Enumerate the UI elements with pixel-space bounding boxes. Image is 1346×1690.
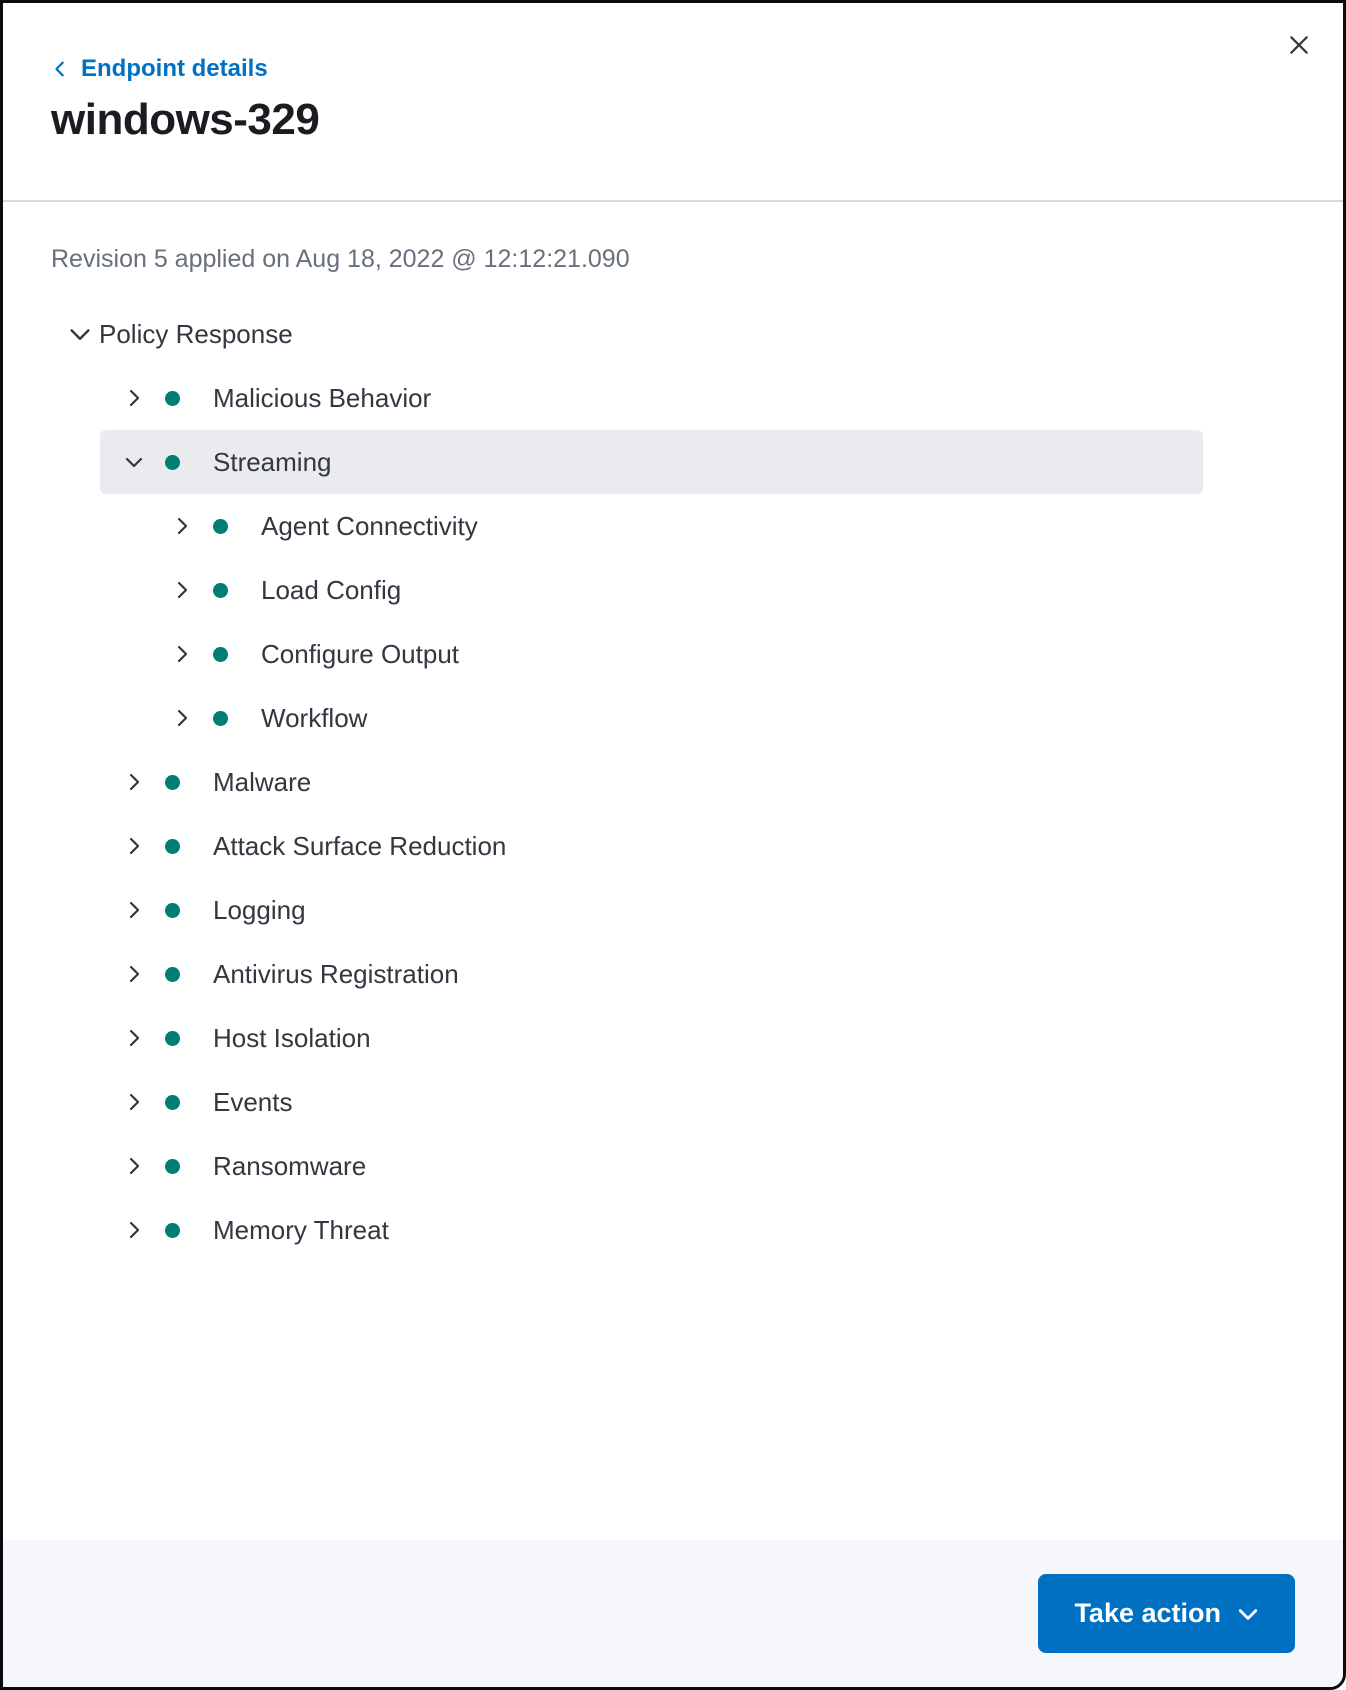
tree-node-workflow[interactable] [100,686,1203,750]
chevron-down-icon [1237,1603,1259,1625]
chevron-left-icon [51,60,69,78]
status-dot [165,455,180,470]
close-icon [1288,34,1310,56]
chevron-right-icon [172,644,192,664]
status-dot [213,647,228,662]
status-dot [213,519,228,534]
revision-applied-text: Revision 5 applied on Aug 18, 2022 @ 12:12:21.090 [51,245,630,273]
tree-node-label: Host Isolation [213,1022,371,1053]
status-dot [213,711,228,726]
tree-node-events[interactable] [100,1070,1203,1134]
tree-node-label: Configure Output [261,638,460,669]
page-title: windows-329 [51,95,320,144]
flyout-body [3,246,1343,1262]
status-dot [165,1223,180,1238]
status-dot [165,775,180,790]
take-action-button[interactable] [1038,1574,1295,1653]
chevron-right-icon [124,772,144,792]
chevron-right-icon [124,900,144,920]
tree-node-logging[interactable] [100,878,1203,942]
tree-node-ransomware[interactable] [100,1134,1203,1198]
chevron-right-icon [124,388,144,408]
chevron-right-icon [172,580,192,600]
flyout-header [3,3,1343,202]
tree-node-label: Workflow [261,702,368,733]
chevron-right-icon [124,1028,144,1048]
tree-node-malicious-behavior[interactable] [100,366,1203,430]
tree-node-label: Streaming [213,446,332,477]
tree-node-label: Memory Threat [213,1214,389,1245]
status-dot [165,391,180,406]
tree-node-label: Malicious Behavior [213,382,432,413]
take-action-label: Take action [1074,1598,1221,1628]
back-link-label: Endpoint details [81,55,268,82]
chevron-right-icon [124,1156,144,1176]
back-link-endpoint-details[interactable] [51,55,268,83]
tree-node-label: Logging [213,894,306,925]
tree-node-label: Agent Connectivity [261,510,478,541]
status-dot [165,1095,180,1110]
tree-node-attack-surface-reduction[interactable] [100,814,1203,878]
status-dot [165,1159,180,1174]
tree-node-configure-output[interactable] [100,622,1203,686]
tree-node-label: Events [213,1086,293,1117]
chevron-right-icon [124,1220,144,1240]
tree-node-label: Load Config [261,574,402,605]
status-dot [213,583,228,598]
status-dot [165,967,180,982]
tree-node-label: Antivirus Registration [213,958,459,989]
tree-items [51,366,1203,1262]
chevron-down-icon [68,322,92,346]
chevron-right-icon [124,1092,144,1112]
chevron-right-icon [124,836,144,856]
tree-node-streaming[interactable] [100,430,1203,494]
tree-node-label: Malware [213,766,312,797]
tree-node-malware[interactable] [100,750,1203,814]
tree-node-label: Policy Response [99,318,293,349]
tree-node-label: Attack Surface Reduction [213,830,507,861]
tree-node-load-config[interactable] [100,558,1203,622]
tree-node-memory-threat[interactable] [100,1198,1203,1262]
chevron-right-icon [172,516,192,536]
tree-node-label: Ransomware [213,1150,367,1181]
tree-node-antivirus-registration[interactable] [100,942,1203,1006]
close-button[interactable] [1283,29,1315,61]
status-dot [165,1031,180,1046]
flyout-footer [3,1540,1343,1687]
tree-node-host-isolation[interactable] [100,1006,1203,1070]
chevron-right-icon [172,708,192,728]
policy-response-tree [51,302,1203,1262]
tree-node-policy-response[interactable] [51,302,1203,366]
status-dot [165,903,180,918]
status-dot [165,839,180,854]
tree-node-agent-connectivity[interactable] [100,494,1203,558]
chevron-right-icon [124,964,144,984]
chevron-down-icon [124,452,144,472]
